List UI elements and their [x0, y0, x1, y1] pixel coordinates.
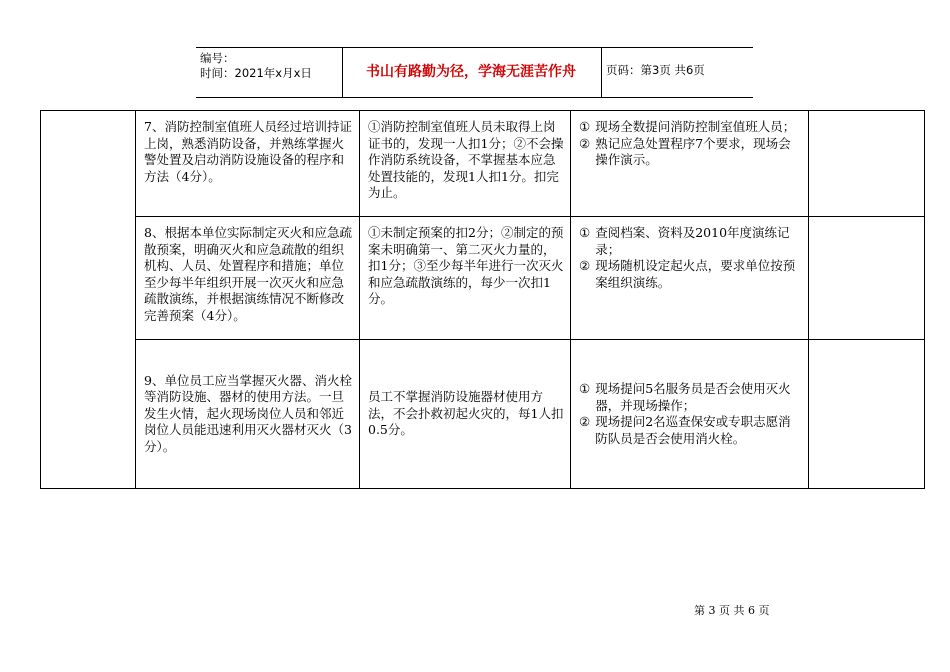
header-divider	[601, 48, 602, 97]
method-cell	[571, 217, 809, 340]
page-header	[196, 47, 753, 98]
deduction-cell: ①消防控制室值班人员未取得上岗证书的，发现一人扣1分；②不会操作消防系统设备，不掌握基本应急处置技能的，发现1人扣1分。扣完为止。	[360, 111, 571, 217]
deduction-cell: 员工不掌握消防设施器材使用方法，不会扑救初起火灾的，每1人扣0.5分。	[360, 340, 571, 489]
requirement-cell: 9、单位员工应当掌握灭火器、消火栓等消防设施、器材的使用方法。一旦发生火情，起火现场岗位人员和邻近岗位人员能迅速利用灭火器材灭火（3分）。	[136, 340, 360, 489]
requirement-cell: 7、消防控制室值班人员经过培训持证上岗，熟悉消防设备，并熟练掌握火警处置及启动消防设施设备的程序和方法（4分）。	[136, 111, 360, 217]
list-item: ② 熟记应急处置程序7个要求，现场会操作演示。	[579, 135, 791, 167]
list-item: ② 现场提问2名巡查保安或专职志愿消防队员是否会使用消火栓。	[579, 414, 791, 446]
score-cell	[809, 217, 925, 340]
list-item: ② 现场随机设定起火点，要求单位按预案组织演练。	[579, 258, 796, 290]
table-row	[41, 340, 925, 489]
deduction-cell: ①未制定预案的扣2分；②制定的预案未明确第一、第二灭火力量的，扣1分；③至少每半年进行一次灭火和应急疏散演练的，每少一次扣1分。	[360, 217, 571, 340]
list-item: ① 现场提问5名服务员是否会使用灭火器，并现场操作；	[579, 381, 791, 413]
requirement-cell: 8、根据本单位实际制定灭火和应急疏散预案，明确灭火和应急疏散的组织机构、人员、处置程序和措施；单位至少每半年组织开展一次灭火和应急疏散演练，并根据演练情况不断修改完善预案（4分）。	[136, 217, 360, 340]
document-number-label: 编号：	[200, 51, 235, 65]
inspection-table	[40, 110, 925, 489]
header-meta	[200, 51, 340, 81]
header-page-number: 页码：第3页 共6页	[606, 63, 705, 77]
table-row	[41, 111, 925, 217]
header-motto: 书山有路勤为径，学海无涯苦作舟	[366, 64, 576, 80]
list-item: ① 现场全数提问消防控制室值班人员；	[579, 119, 796, 134]
document-date-label: 时间：2021年x月x日	[200, 66, 312, 80]
category-cell	[41, 111, 136, 489]
list-item: ① 查阅档案、资料及2010年度演练记录；	[579, 225, 790, 257]
score-cell	[809, 340, 925, 489]
table-row	[41, 217, 925, 340]
page-footer: 第 3 页 共 6 页	[694, 604, 770, 617]
method-cell	[571, 111, 809, 217]
score-cell	[809, 111, 925, 217]
method-cell	[571, 340, 809, 489]
